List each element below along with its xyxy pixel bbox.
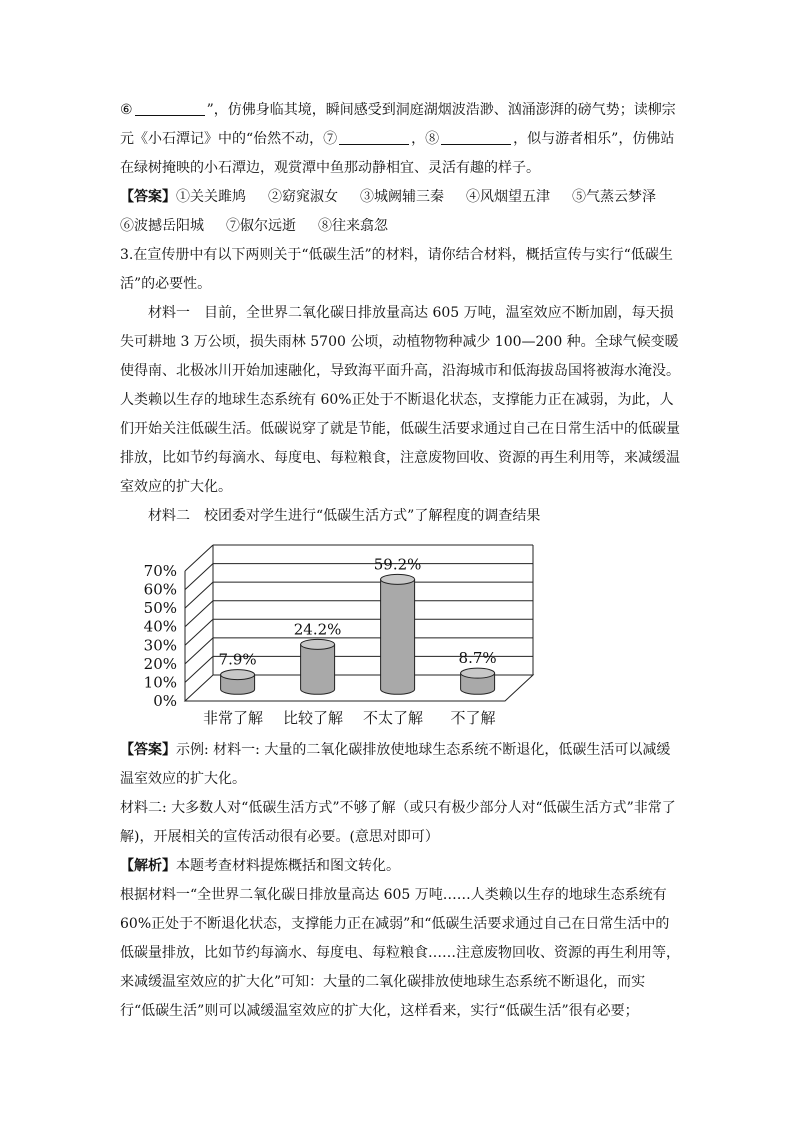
- bar-4-top: [461, 668, 495, 678]
- answer-1-row-2: [120, 212, 680, 241]
- answer-3-line-1: [120, 736, 680, 794]
- bar-3-body: [381, 579, 415, 694]
- y-tick-label: 0%: [153, 692, 177, 710]
- x-category-label: 比较了解: [282, 709, 344, 727]
- answer-3-line-2: 材料二: 大多数人对“低碳生活方式”不够了解（或只有极少部分人对“低碳生活方式”非常了解)，开展相关的宣传活动很有必要。(意思对即可）: [120, 800, 676, 845]
- answer-item: ⑤气蒸云梦泽: [572, 189, 656, 205]
- bar-3-top: [381, 574, 415, 584]
- y-tick-label: 10%: [143, 673, 177, 692]
- answer-item: ③城阙辅三秦: [360, 189, 444, 205]
- passage-text: ，似与游者相乐”，仿佛站: [513, 131, 675, 147]
- y-tick-label: 60%: [143, 580, 177, 599]
- passage-line-2: [120, 125, 680, 154]
- fill-blank-8: [441, 130, 511, 145]
- x-category-label: 不了解: [450, 709, 496, 727]
- survey-chart: [120, 531, 540, 736]
- bar-chart-svg: [120, 531, 540, 736]
- y-tick-label: 40%: [143, 617, 177, 636]
- material-1: 材料一 目前，全世界二氧化碳日排放量高达 605 万吨，温室效应不断加剧，每天损失可耕地 3 万公顷，损失雨林 5700 公顷，动植物物种减少 100—200 种。全球气候变暖使得南、北极冰川开始加速融化，导致海平面升高，沿海城市和低海拔岛国将被海水淹没。人类赖以生存的地球生态系统有 60%正处于不断退化状态，支撑能力正在减弱，为此，人们开始关注低碳生活。低碳说穿了就是节能，低碳生活要求通过自己在日常生活中的低碳量排放，比如节约每滴水、每度电、每粒粮食，注意废物回收、资源的再生利用等，来减缓温室效应的扩大化。: [120, 305, 680, 495]
- x-category-label: 非常了解: [202, 709, 264, 727]
- answer-tag: 【答案】: [120, 742, 176, 758]
- answer-item: ①关关雎鸠: [176, 189, 246, 205]
- answer-1-row-1: [120, 183, 680, 212]
- answer-text: 示例: 材料一: 大量的二氧化碳排放使地球生态系统不断退化，低碳生活可以减缓温室效应的扩大化。: [120, 742, 671, 787]
- answer-item: ④风烟望五津: [466, 189, 550, 205]
- y-tick-label: 20%: [143, 654, 177, 673]
- fill-blank-7: [339, 130, 409, 145]
- question-3: 3.在宣传册中有以下两则关于“低碳生活”的材料，请你结合材料，概括宣传与实行“低碳生活”的必要性。: [120, 247, 673, 292]
- passage-text: ⑥: [120, 102, 133, 118]
- answer-item: ②窈窕淑女: [268, 189, 338, 205]
- analysis-line-2: 根据材料一“全世界二氧化碳日排放量高达 605 万吨……人类赖以生存的地球生态系统有 60%正处于不断退化状态，支撑能力正在减弱”和“低碳生活要求通过自己在日常生活中的低碳量排放，比如节约每滴水、每度电、每粒粮食……注意废物回收、资源的再生利用等，来减缓温室效应的扩大化”可知：大量的二氧化碳排放使地球生态系统不断退化，而实行“低碳生活”则可以减缓温室效应的扩大化，这样看来，实行“低碳生活”很有必要；: [120, 887, 680, 1019]
- data-label: 7.9%: [218, 650, 257, 669]
- data-label: 24.2%: [293, 620, 342, 639]
- passage-text: 元《小石潭记》中的“佁然不动，⑦: [120, 131, 338, 147]
- analysis-line-1: [120, 852, 680, 881]
- answer-item: ⑧往来翕忽: [318, 218, 388, 234]
- answer-tag: 【答案】: [120, 189, 176, 205]
- fill-blank-6: [135, 101, 205, 116]
- answer-item: ⑦俶尔远逝: [226, 218, 296, 234]
- y-tick-label: 30%: [143, 636, 177, 655]
- material-2-title: 材料二 校团委对学生进行“低碳生活方式”了解程度的调查结果: [148, 508, 541, 524]
- bar-1-top: [221, 670, 255, 680]
- passage-line-3: 在绿树掩映的小石潭边，观赏潭中鱼那动静相宜、灵活有趣的样子。: [120, 160, 540, 176]
- y-tick-label: 70%: [143, 562, 177, 580]
- analysis-tag: 【解析】: [120, 858, 176, 874]
- x-category-label: 不太了解: [362, 709, 424, 727]
- data-label: 8.7%: [458, 649, 497, 668]
- bar-2-top: [301, 639, 335, 649]
- passage-line-1: [120, 96, 680, 125]
- passage-text: ”，仿佛身临其境，瞬间感受到洞庭湖烟波浩渺、汹涌澎湃的磅气势；读柳宗: [206, 102, 676, 118]
- passage-text: ，⑧: [411, 131, 440, 147]
- y-tick-label: 50%: [143, 599, 177, 618]
- answer-item: ⑥波撼岳阳城: [120, 218, 204, 234]
- bar-2-body: [301, 644, 335, 694]
- document-content: [120, 96, 680, 1026]
- analysis-text: 本题考查材料提炼概括和图文转化。: [176, 858, 400, 874]
- data-label: 59.2%: [373, 555, 422, 574]
